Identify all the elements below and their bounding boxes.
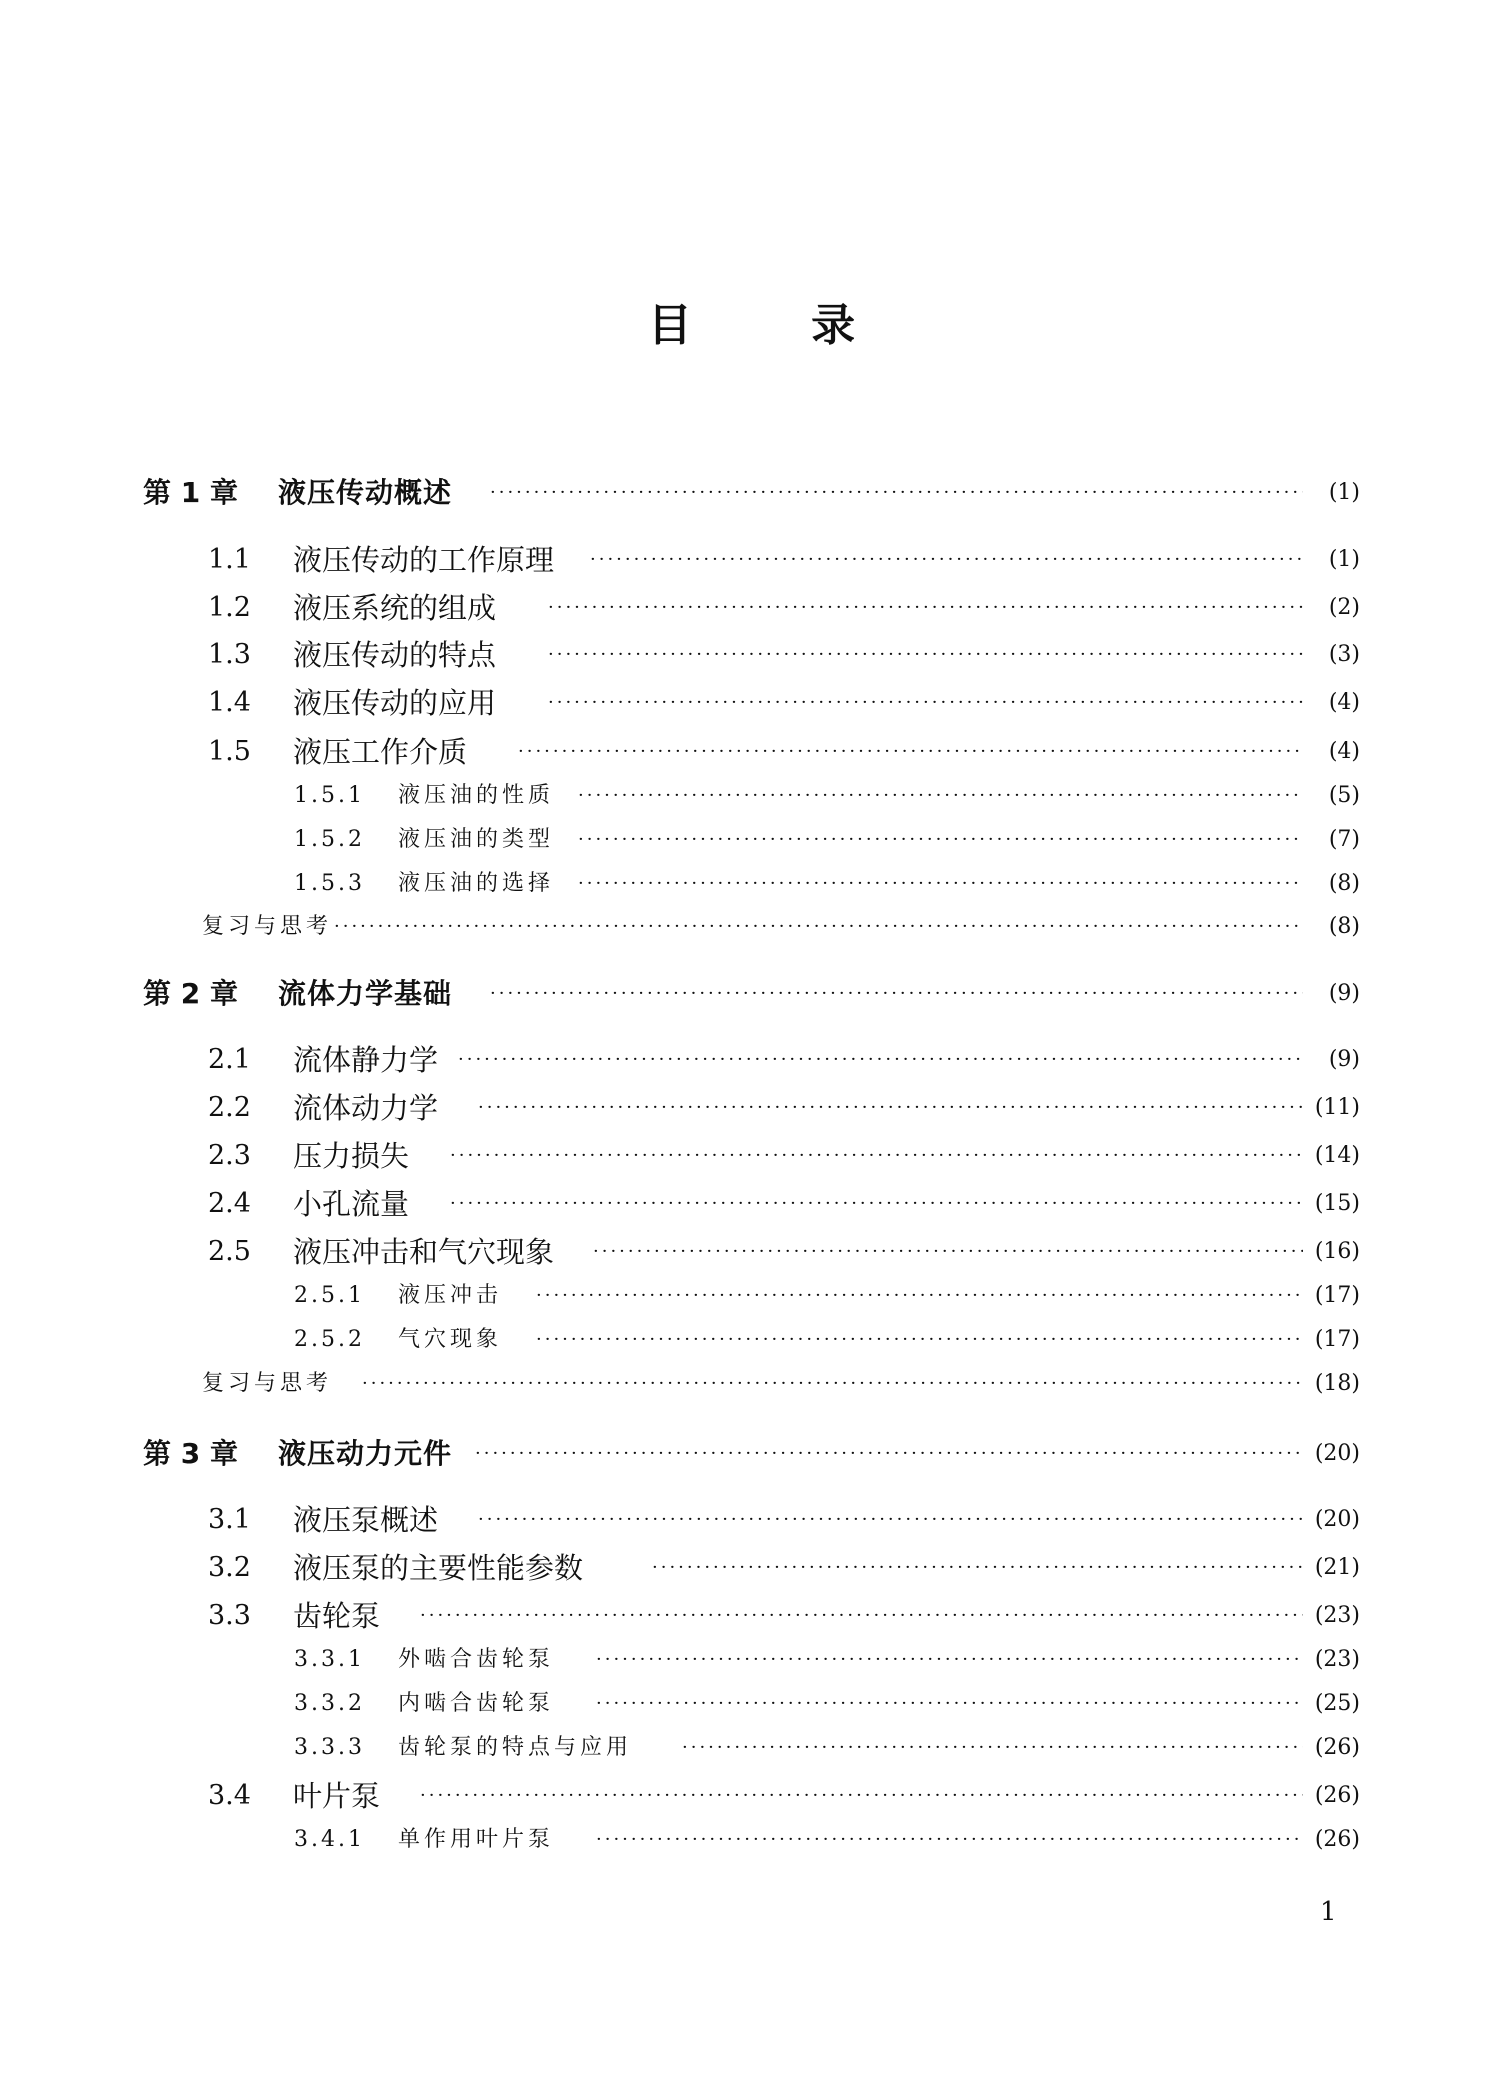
- dot-leader: [593, 1232, 1303, 1272]
- toc-entry-section[interactable]: [0, 588, 1503, 628]
- toc-entry-number: 第 2 章: [143, 977, 238, 1010]
- dot-leader: [450, 1184, 1303, 1224]
- toc-entry-page: (16): [1314, 1239, 1360, 1264]
- toc-entry-number: 2.5: [208, 1236, 251, 1267]
- toc-entry-title: 液压系统的组成: [293, 591, 497, 625]
- toc-entry-number: 3.3.1: [294, 1647, 365, 1672]
- toc-entry-title: 液压冲击: [398, 1283, 503, 1308]
- dot-leader: [596, 1820, 1303, 1860]
- toc-entry-title: 液压传动概述: [278, 476, 453, 509]
- toc-entry-title: 液压传动的应用: [293, 686, 497, 720]
- toc-entry-chapter[interactable]: [0, 974, 1503, 1014]
- toc-entry-page: (3): [1328, 642, 1360, 667]
- toc-entry-page: (26): [1314, 1735, 1360, 1760]
- toc-entry-number: 1.5: [208, 736, 251, 767]
- toc-entry-page: (26): [1314, 1827, 1360, 1852]
- toc-entry-title: 压力损失: [293, 1139, 410, 1173]
- toc-entry-page: (1): [1328, 547, 1360, 572]
- toc-entry-title: 液压工作介质: [293, 735, 468, 769]
- toc-entry-sub[interactable]: [0, 1684, 1503, 1724]
- dot-leader: [536, 1276, 1303, 1316]
- toc-entry-page: (5): [1328, 783, 1360, 808]
- toc-entry-page: (1): [1328, 480, 1360, 505]
- toc-entry-section[interactable]: [0, 540, 1503, 580]
- dot-leader: [458, 1040, 1303, 1080]
- toc-entry-section[interactable]: [0, 1776, 1503, 1816]
- toc-entry-number: 3.4: [208, 1780, 251, 1811]
- toc-entry-page: (2): [1328, 595, 1360, 620]
- toc-entry-title: 液压传动的特点: [293, 638, 497, 672]
- dot-leader: [334, 907, 1303, 947]
- toc-entry-number: 1.5.1: [294, 783, 365, 808]
- toc-entry-section[interactable]: [0, 1596, 1503, 1636]
- dot-leader: [590, 540, 1303, 580]
- toc-entry-number: 3.3: [208, 1600, 251, 1631]
- toc-entry-number: 1.3: [208, 639, 251, 670]
- dot-leader: [518, 732, 1303, 772]
- toc-entry-page: (26): [1314, 1783, 1360, 1808]
- toc-entry-page: (17): [1314, 1283, 1360, 1308]
- dot-leader: [478, 1500, 1303, 1540]
- toc-entry-section[interactable]: [0, 732, 1503, 772]
- toc-entry-sub[interactable]: [0, 820, 1503, 860]
- dot-leader: [578, 776, 1303, 816]
- toc-entry-number: 2.5.2: [294, 1327, 365, 1352]
- toc-entry-page: (14): [1314, 1143, 1360, 1168]
- toc-entry-title: 液压油的类型: [398, 827, 555, 852]
- dot-leader: [548, 683, 1303, 723]
- toc-entry-title: 液压动力元件: [278, 1437, 453, 1470]
- toc-entry-title: 内啮合齿轮泵: [398, 1691, 555, 1716]
- toc-entry-page: (9): [1328, 981, 1360, 1006]
- toc-entry-title: 液压油的选择: [398, 871, 555, 896]
- dot-leader: [420, 1776, 1303, 1816]
- toc-entry-page: (23): [1314, 1647, 1360, 1672]
- toc-entry-section[interactable]: [0, 1040, 1503, 1080]
- toc-entry-title: 小孔流量: [293, 1187, 410, 1221]
- toc-entry-number: 第 3 章: [143, 1437, 238, 1470]
- toc-entry-number: 2.5.1: [294, 1283, 365, 1308]
- toc-entry-page: (4): [1328, 690, 1360, 715]
- dot-leader: [578, 864, 1303, 904]
- dot-leader: [596, 1640, 1303, 1680]
- toc-entry-page: (23): [1314, 1603, 1360, 1628]
- dot-leader: [490, 473, 1303, 513]
- page-title: 目 录: [647, 300, 908, 351]
- toc-entry-title: 复习与思考: [202, 914, 333, 939]
- toc-entry-sub[interactable]: [0, 864, 1503, 904]
- toc-entry-title: 液压传动的工作原理: [293, 543, 555, 577]
- dot-leader: [652, 1548, 1303, 1588]
- toc-entry-sub[interactable]: [0, 1320, 1503, 1360]
- toc-entry-sub[interactable]: [0, 1728, 1503, 1768]
- toc-entry-title: 液压泵的主要性能参数: [293, 1551, 584, 1585]
- toc-entry-section[interactable]: [0, 1500, 1503, 1540]
- toc-entry-title: 液压泵概述: [293, 1503, 439, 1537]
- toc-entry-title: 流体力学基础: [278, 977, 453, 1010]
- toc-entry-number: 3.3.3: [294, 1735, 365, 1760]
- toc-entry-page: (8): [1328, 871, 1360, 896]
- toc-entry-section[interactable]: [0, 1136, 1503, 1176]
- dot-leader: [536, 1320, 1303, 1360]
- toc-entry-number: 1.4: [208, 687, 251, 718]
- toc-entry-number: 3.2: [208, 1552, 251, 1583]
- toc-entry-section[interactable]: [0, 1184, 1503, 1224]
- toc-entry-page: (17): [1314, 1327, 1360, 1352]
- toc-entry-page: (20): [1314, 1441, 1360, 1466]
- toc-entry-number: 2.3: [208, 1140, 251, 1171]
- toc-entry-section[interactable]: [0, 1548, 1503, 1588]
- toc-entry-page: (25): [1314, 1691, 1360, 1716]
- toc-entry-number: 1.5.3: [294, 871, 365, 896]
- toc-entry-title: 齿轮泵: [293, 1599, 381, 1633]
- toc-entry-number: 3.3.2: [294, 1691, 365, 1716]
- toc-entry-chapter[interactable]: [0, 473, 1503, 513]
- toc-entry-page: (18): [1314, 1371, 1360, 1396]
- toc-entry-title: 外啮合齿轮泵: [398, 1647, 555, 1672]
- dot-leader: [450, 1136, 1303, 1176]
- toc-entry-number: 2.4: [208, 1188, 251, 1219]
- toc-entry-section[interactable]: [0, 635, 1503, 675]
- dot-leader: [682, 1728, 1303, 1768]
- toc-entry-title: 流体静力学: [293, 1043, 439, 1077]
- toc-entry-sub[interactable]: [0, 1276, 1503, 1316]
- toc-entry-section[interactable]: [0, 1088, 1503, 1128]
- toc-entry-section[interactable]: [0, 1232, 1503, 1272]
- toc-entry-sub[interactable]: [0, 1820, 1503, 1860]
- toc-entry-number: 1.1: [208, 544, 251, 575]
- toc-entry-review[interactable]: [0, 1364, 1503, 1404]
- toc-entry-number: 3.4.1: [294, 1827, 365, 1852]
- toc-entry-number: 1.5.2: [294, 827, 365, 852]
- toc-entry-page: (21): [1314, 1555, 1360, 1580]
- toc-entry-page: (20): [1314, 1507, 1360, 1532]
- dot-leader: [548, 588, 1303, 628]
- toc-entry-number: 第 1 章: [143, 476, 238, 509]
- toc-entry-page: (9): [1328, 1047, 1360, 1072]
- dot-leader: [475, 1434, 1303, 1474]
- toc-entry-page: (4): [1328, 739, 1360, 764]
- toc-entry-chapter[interactable]: [0, 1434, 1503, 1474]
- toc-entry-page: (11): [1314, 1095, 1360, 1120]
- toc-entry-number: 1.2: [208, 592, 251, 623]
- dot-leader: [490, 974, 1303, 1014]
- dot-leader: [578, 820, 1303, 860]
- dot-leader: [596, 1684, 1303, 1724]
- toc-entry-title: 复习与思考: [202, 1371, 333, 1396]
- toc-entry-number: 2.2: [208, 1092, 251, 1123]
- toc-entry-number: 2.1: [208, 1044, 251, 1075]
- toc-entry-page: (15): [1314, 1191, 1360, 1216]
- toc-entry-title: 叶片泵: [293, 1779, 381, 1813]
- page-number: 1: [1320, 1897, 1337, 1927]
- dot-leader: [478, 1088, 1303, 1128]
- toc-entry-title: 齿轮泵的特点与应用: [398, 1735, 633, 1760]
- toc-entry-page: (7): [1328, 827, 1360, 852]
- toc-entry-section[interactable]: [0, 683, 1503, 723]
- toc-entry-number: 3.1: [208, 1504, 251, 1535]
- dot-leader: [420, 1596, 1303, 1636]
- toc-entry-title: 单作用叶片泵: [398, 1827, 555, 1852]
- toc-entry-sub[interactable]: [0, 776, 1503, 816]
- toc-entry-title: 气穴现象: [398, 1327, 503, 1352]
- toc-entry-title: 流体动力学: [293, 1091, 439, 1125]
- dot-leader: [548, 635, 1303, 675]
- toc-entry-title: 液压油的性质: [398, 783, 555, 808]
- toc-entry-page: (8): [1328, 914, 1360, 939]
- dot-leader: [362, 1364, 1303, 1404]
- toc-entry-sub[interactable]: [0, 1640, 1503, 1680]
- toc-entry-review[interactable]: [0, 907, 1503, 947]
- toc-entry-title: 液压冲击和气穴现象: [293, 1235, 555, 1269]
